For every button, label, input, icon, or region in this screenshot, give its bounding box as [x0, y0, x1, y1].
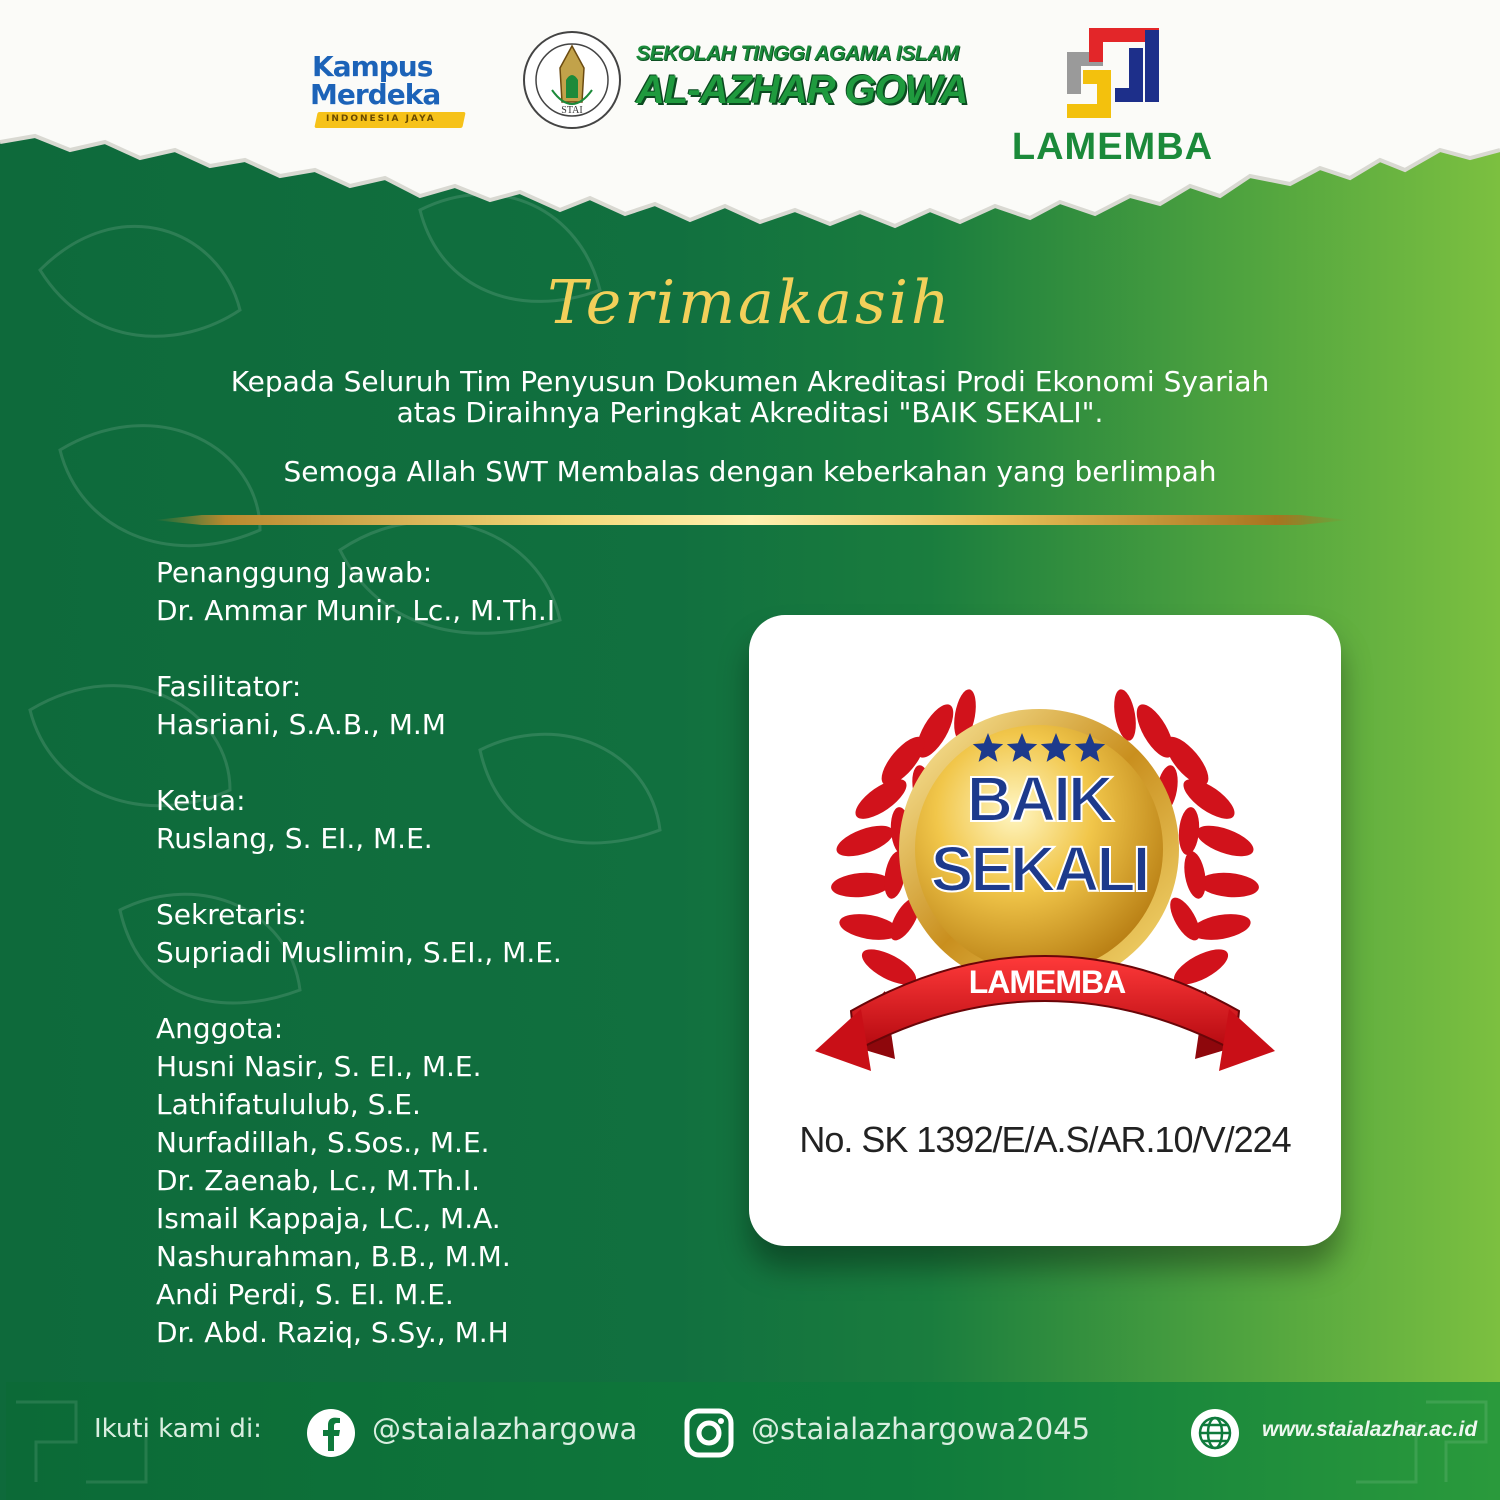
blessing-text: Semoga Allah SWT Membalas dengan keberkahan yang berlimpah — [283, 455, 1217, 488]
team-role: Sekretaris: — [156, 898, 307, 931]
follow-label: Ikuti kami di: — [94, 1414, 262, 1444]
team-member: Ismail Kappaja, LC., M.A. — [156, 1202, 501, 1235]
website-link[interactable]: www.staialazhar.ac.id — [1262, 1418, 1478, 1441]
team-member: Dr. Zaenab, Lc., M.Th.I. — [156, 1164, 481, 1197]
team-member: Dr. Abd. Raziq, S.Sy., M.H — [156, 1316, 509, 1349]
facebook-handle[interactable]: @staialazhargowa — [372, 1412, 638, 1446]
intro-text — [140, 366, 1360, 428]
svg-text:STAI: STAI — [561, 105, 583, 116]
ribbon-text: LAMEMBA — [968, 964, 1126, 1000]
award-card — [749, 615, 1341, 1246]
team-member: Andi Perdi, S. EI. M.E. — [156, 1278, 454, 1311]
stai-emblem — [520, 20, 624, 140]
award-badge — [815, 671, 1275, 1101]
team-list — [156, 554, 716, 1390]
kampus-merdeka-line1: Kampus — [312, 50, 433, 83]
stai-name-line2: AL-AZHAR GOWA — [636, 68, 968, 112]
footer-bar — [6, 1382, 1500, 1500]
badge-line2: SEKALI — [930, 833, 1148, 905]
kampus-merdeka-tagline: INDONESIA JAYA — [326, 114, 436, 124]
intro-line1: Kepada Seluruh Tim Penyusun Dokumen Akreditasi Prodi Ekonomi Syariah — [230, 365, 1270, 398]
sk-number: No. SK 1392/E/A.S/AR.10/V/224 — [799, 1119, 1291, 1160]
globe-icon[interactable] — [1190, 1408, 1240, 1458]
team-role: Ketua: — [156, 784, 246, 817]
lamemba-logo — [1005, 22, 1220, 172]
instagram-icon[interactable] — [684, 1408, 734, 1458]
team-group — [156, 782, 716, 858]
team-role: Penanggung Jawab: — [156, 556, 433, 589]
intro-line2: atas Diraihnya Peringkat Akreditasi "BAIK SEKALI". — [396, 396, 1104, 429]
facebook-icon[interactable] — [306, 1408, 356, 1458]
team-member: Dr. Ammar Munir, Lc., M.Th.I — [156, 594, 556, 627]
instagram-handle[interactable]: @staialazhargowa2045 — [751, 1412, 1091, 1446]
lamemba-mark — [1005, 22, 1220, 122]
team-group — [156, 668, 716, 744]
kampus-merdeka-logo — [306, 48, 468, 138]
team-group — [156, 554, 716, 630]
greeting-title: Terimakasih — [547, 268, 953, 338]
team-member: Hasriani, S.A.B., M.M — [156, 708, 446, 741]
team-member: Ruslang, S. EI., M.E. — [156, 822, 433, 855]
team-role: Fasilitator: — [156, 670, 302, 703]
team-role: Anggota: — [156, 1012, 284, 1045]
team-member: Husni Nasir, S. EI., M.E. — [156, 1050, 482, 1083]
stai-name-line1: SEKOLAH TINGGI AGAMA ISLAM — [636, 42, 959, 65]
team-member: Supriadi Muslimin, S.EI., M.E. — [156, 936, 562, 969]
team-member: Nashurahman, B.B., M.M. — [156, 1240, 511, 1273]
team-group — [156, 896, 716, 972]
stai-name — [636, 42, 976, 113]
badge-line1: BAIK — [966, 763, 1112, 835]
lamemba-wordmark: LAMEMBA — [1011, 126, 1214, 168]
team-group — [156, 1010, 716, 1352]
torn-paper-header — [0, 0, 1500, 240]
gold-divider — [154, 515, 1348, 525]
team-member: Nurfadillah, S.Sos., M.E. — [156, 1126, 490, 1159]
kampus-merdeka-line2: Merdeka — [310, 78, 441, 111]
team-member: Lathifatululub, S.E. — [156, 1088, 421, 1121]
